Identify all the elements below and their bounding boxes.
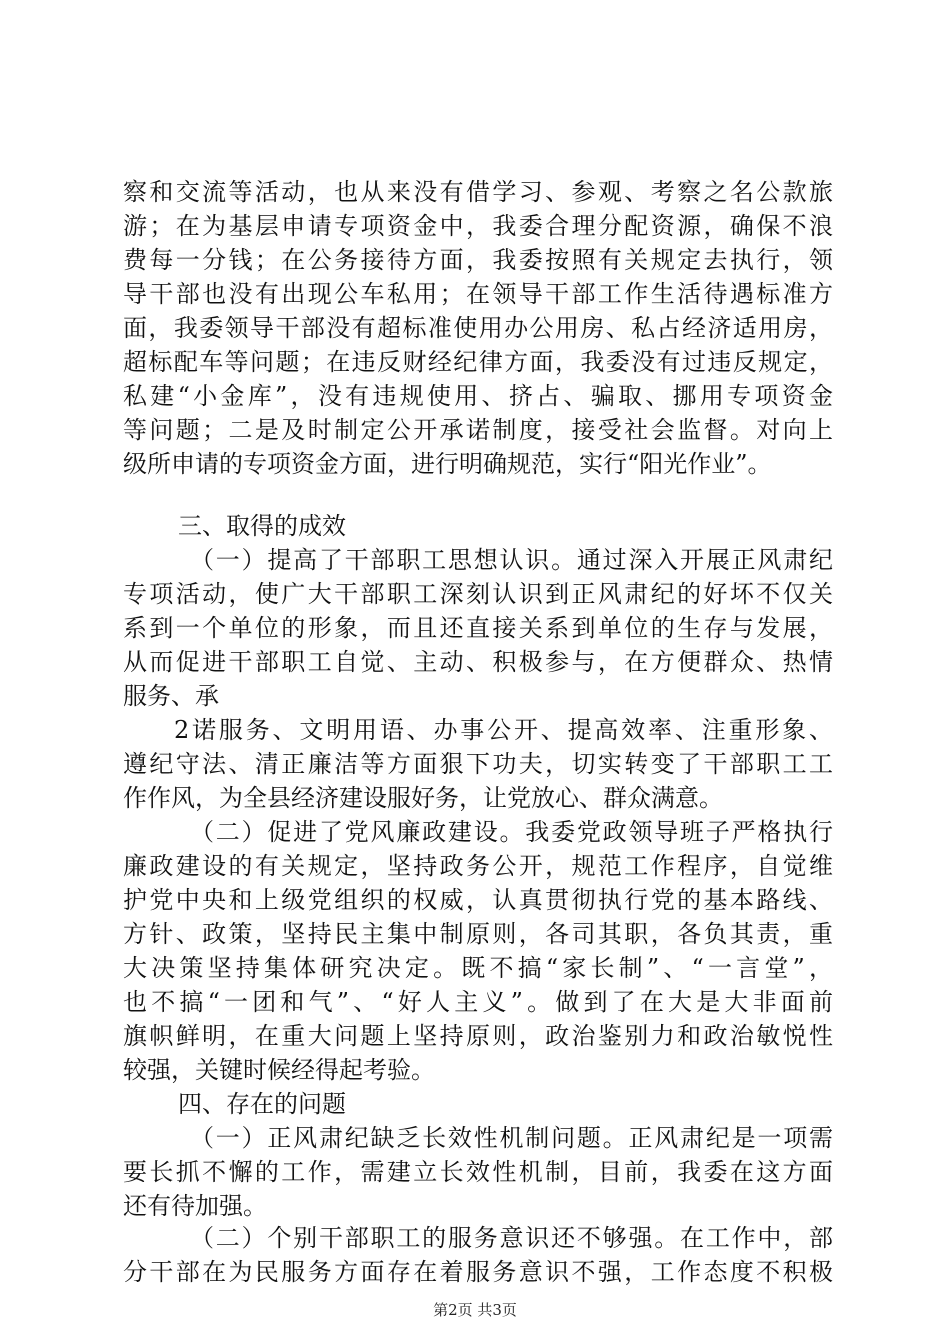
text-line: 从而促进干部职工自觉、主动、积极参与，在方便群众、热情	[123, 648, 833, 676]
text-line: 等问题；二是及时制定公开承诺制度，接受社会监督。对向上	[123, 416, 833, 444]
text-line: 服务、承	[123, 682, 219, 710]
text-line: 游；在为基层申请专项资金中，我委合理分配资源，确保不浪	[123, 212, 833, 240]
section-heading: 三、取得的成效	[178, 512, 346, 540]
text-line: 分干部在为民服务方面存在着服务意识不强，工作态度不积极	[123, 1258, 833, 1286]
page-number-footer: 第2页 共3页	[433, 1301, 517, 1319]
text-line: 导干部也没有出现公车私用；在领导干部工作生活待遇标准方	[123, 280, 833, 308]
text-line: 2诺服务、文明用语、办事公开、提高效率、注重形象、	[174, 716, 833, 744]
text-line: （一）正风肃纪缺乏长效性机制问题。正风肃纪是一项需	[190, 1124, 833, 1152]
text-line: 级所申请的专项资金方面，进行明确规范，实行“阳光作业”。	[123, 450, 772, 478]
text-line: 还有待加强。	[123, 1192, 267, 1220]
text-line: 察和交流等活动，也从来没有借学习、参观、考察之名公款旅	[123, 178, 833, 206]
text-line: 廉政建设的有关规定，坚持政务公开，规范工作程序，自觉维	[123, 852, 833, 880]
text-line: 面，我委领导干部没有超标准使用办公用房、私占经济适用房，	[123, 314, 833, 342]
text-line: 要长抓不懈的工作，需建立长效性机制，目前，我委在这方面	[123, 1158, 833, 1186]
text-line: 大决策坚持集体研究决定。既不搞“家长制”、“一言堂”，	[123, 954, 833, 982]
text-line: 专项活动，使广大干部职工深刻认识到正风肃纪的好坏不仅关	[123, 580, 833, 608]
text-line: （一）提高了干部职工思想认识。通过深入开展正风肃纪	[190, 546, 833, 574]
section-heading: 四、存在的问题	[178, 1090, 346, 1118]
text-line: 费每一分钱；在公务接待方面，我委按照有关规定去执行，领	[123, 246, 833, 274]
text-line: （二）促进了党风廉政建设。我委党政领导班子严格执行	[190, 818, 833, 846]
text-line: 护党中央和上级党组织的权威，认真贯彻执行党的基本路线、	[123, 886, 833, 914]
text-line: 方针、政策，坚持民主集中制原则，各司其职，各负其责，重	[123, 920, 833, 948]
text-line: 私建“小金库”，没有违规使用、挤占、骗取、挪用专项资金	[123, 382, 833, 410]
text-line: 系到一个单位的形象，而且还直接关系到单位的生存与发展，	[123, 614, 833, 642]
text-line: 旗帜鲜明，在重大问题上坚持原则，政治鉴别力和政治敏悦性	[123, 1022, 833, 1050]
text-line: 作作风，为全县经济建设服好务，让党放心、群众满意。	[123, 784, 723, 812]
text-line: 较强，关键时候经得起考验。	[123, 1056, 435, 1084]
text-line: 超标配车等问题；在违反财经纪律方面，我委没有过违反规定，	[123, 348, 833, 376]
text-line: 遵纪守法、清正廉洁等方面狠下功夫，切实转变了干部职工工	[123, 750, 833, 778]
text-line: （二）个别干部职工的服务意识还不够强。在工作中，部	[190, 1224, 833, 1252]
text-line: 也不搞“一团和气”、“好人主义”。做到了在大是大非面前	[123, 988, 833, 1016]
